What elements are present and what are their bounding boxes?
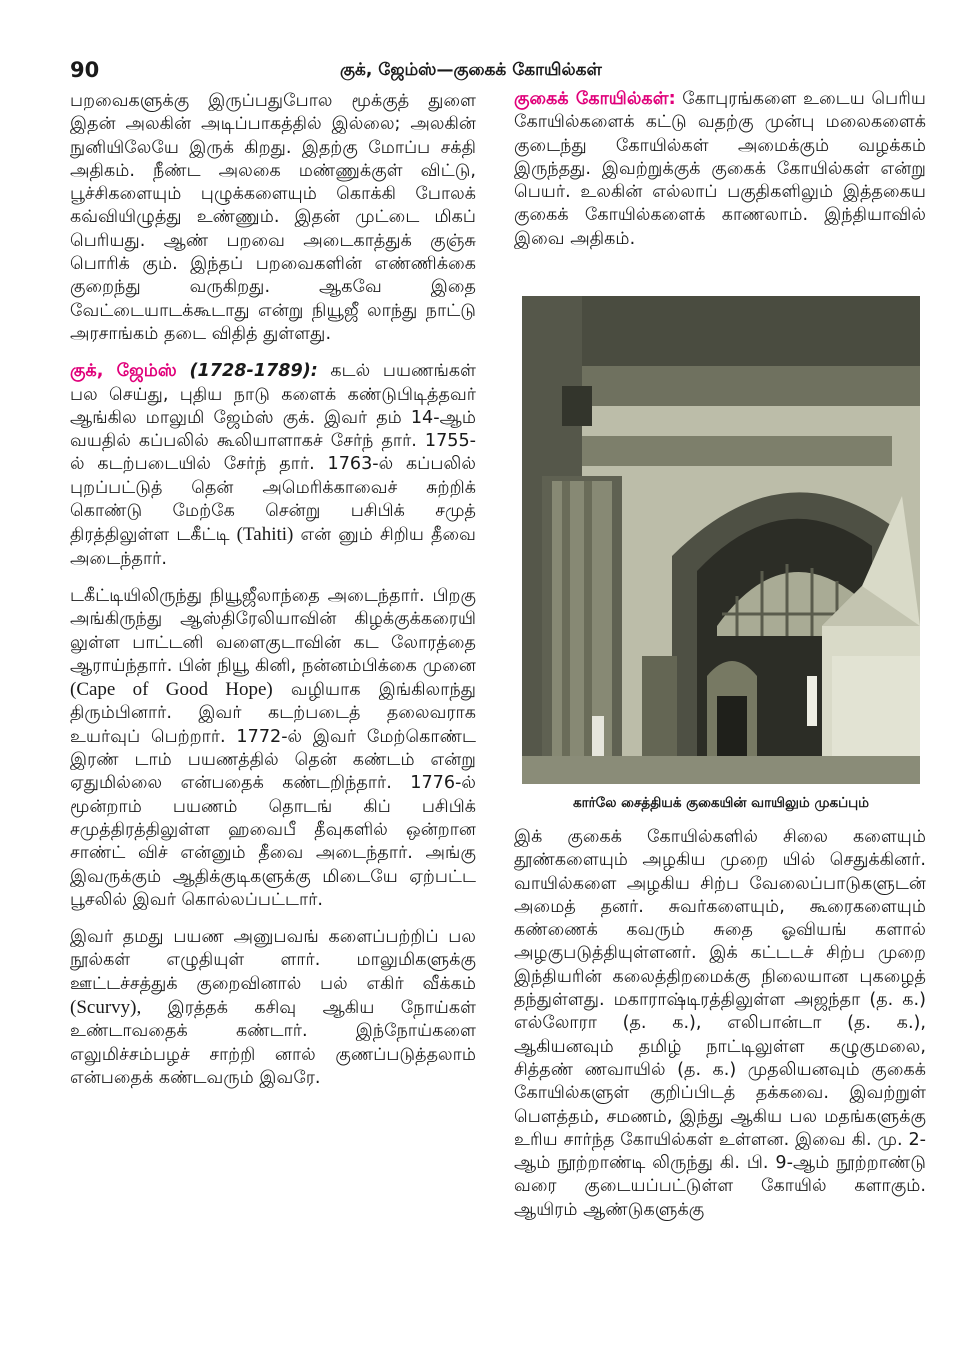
latin-term-cape: (Cape of Good Hope) [70, 679, 273, 701]
cook-text-b: என் னும் சிறிய தீவை அடைந்தார். [70, 525, 476, 569]
voyages-text-a: டகீட்டியிலிருந்து நியூஜீலாந்தை அடைந்தார். பிறகு அங்கிருந்து ஆஸ்திரேலியாவின் கிழக்குக்கரையி லுள்ள பாட்டனி வளைகுடாவின் கட லோரத்தை ஆராய்ந்தார். பின் நியூ கினி, நன்னம்பிக்கை முனை [70, 585, 476, 676]
cave-temples-entry [514, 88, 926, 251]
figure-caption: கார்லே சைத்தியக் குகையின் வாயிலும் முகப்பும் [572, 795, 870, 811]
cook-dates: (1728-1789): [189, 361, 318, 382]
scurvy-paragraph [70, 926, 476, 1090]
cook-entry [70, 360, 476, 571]
scurvy-text-b: இரத்தக் கசிவு ஆகிய நோய்கள் உண்டாவதைக் கண்டார். இந்நோய்களை எலுமிச்சம்பழச் சாற்றி னால் குணப்படுத்தலாம் என்பதைக் கண்டவரும் இவரே. [70, 997, 476, 1088]
karle-cave-photo [522, 296, 920, 784]
page-number: 90 [70, 58, 100, 82]
running-head: குக், ஜேம்ஸ்—குகைக் கோயில்கள் [340, 60, 602, 80]
kiwi-paragraph: பறவைகளுக்கு இருப்பதுபோல மூக்குத் துளை இதன் அலகின் அடிப்பாகத்தில் இல்லை; அலகின் நுனியிலேயே இருக் கிறது. இதற்கு மோப்ப சக்தி அதிகம். நீண்ட அலகை மண்ணுக்குள் விட்டு, பூச்சிகளையும் புழுக்களையும் கொக்கி போலக் கவ்வியிழுத்து உண்ணும். இதன் முட்டை மிகப் பெரியது. ஆண் பறவை அடைகாத்துக் குஞ்சு பொரிக் கும். இந்தப் பறவைகளின் எண்ணிக்கை குறைந்து வருகிறது. ஆகவே இதை வேட்டையாடக்கூடாது என்று நியூஜீ லாந்து நாட்டு அரசாங்கம் தடை விதித் துள்ளது. [70, 91, 476, 344]
right-column-top [514, 88, 926, 251]
cave-details-paragraph: இக் குகைக் கோயில்களில் சிலை களையும் தூண்களையும் அழகிய முறை யில் செதுக்கினர். வாயில்களை அழகிய சிற்ப வேலைப்பாடுகளுடன் அமைத் தனர். சுவர்களையும், கூரைகளையும் கண்ணைக் கவரும் சுதை ஓவியங் களால் அழகுபடுத்தியுள்ளனர். இக் கட்டடச் சிற்ப முறை இந்தியரின் கலைத்திறமைக்கு நிலையான புகழைத் தந்துள்ளது. மகாராஷ்டிரத்திலுள்ள அஜந்தா (த. க.) எல்லோரா (த. க.), எலிபான்டா (த. க.), ஆகியனவும் தமிழ் நாட்டிலுள்ள கழுகுமலை, சித்தண் ணவாயில் (த. க.) முதலியனவும் குகைக் கோயில்களுள் குறிப்பிடத் தக்கவை. இவற்றுள் பௌத்தம், சமணம், இந்து ஆகிய பல மதங்களுக்கு உரிய சார்ந்த கோயில்கள் உள்ளன. இவை கி. மு. 2-ஆம் நூற்றாண்டி லிருந்து கி. பி. 9-ஆம் நூற்றாண்டு வரை குடையப்பட்டுள்ள கோயில் களாகும். ஆயிரம் ஆண்டுகளுக்கு [514, 827, 926, 1220]
entry-heading-cave-temples: குகைக் கோயில்கள்: [514, 89, 676, 109]
entry-heading-cook: குக், ஜேம்ஸ் [70, 361, 177, 382]
latin-term-scurvy: (Scurvy), [70, 996, 142, 1018]
cook-text-a: கடல் பயணங்கள் பல செய்து, புதிய நாடு களைக் கண்டுபிடித்தவர் ஆங்கில மாலுமி ஜேம்ஸ் குக். இவர் தம் 14-ஆம் வயதில் கப்பலில் கூலியாளாகச் சேர்ந் தார். 1755-ல் கடற்படையில் சேர்ந் தார். 1763-ல் கப்பலில் புறப்பட்டுத் தென் அமெரிக்காவைச் சுற்றிக் கொண்டு மேற்கே சென்று பசிபிக் சமுத் திரத்திலுள்ள டகீட்டி [70, 361, 476, 546]
right-column-bottom [514, 826, 926, 1222]
voyages-paragraph [70, 585, 476, 912]
left-column [70, 90, 476, 1090]
cave-intro-text: கோபுரங்களை உடைய பெரிய கோயில்களைக் கட்டு வதற்கு முன்பு மலைகளைக் குடைந்து கோயில்கள் அமைக்கும் வழக்கம் இருந்தது. இவற்றுக்குக் குகைக் கோயில்கள் என்று பெயர். உலகின் எல்லாப் பகுதிகளிலும் இத்தகைய குகைக் கோயில்களைக் காணலாம். இந்தியாவில் இவை அதிகம். [514, 89, 926, 249]
latin-term-tahiti: (Tahiti) [236, 524, 294, 546]
scurvy-text-a: இவர் தமது பயண அனுபவங் களைப்பற்றிப் பல நூல்கள் எழுதியுள் ளார். மாலுமிகளுக்கு ஊட்டச்சத்துக் குறைவினால் பல் எகிர் வீக்கம் [70, 927, 476, 994]
voyages-text-b: வழியாக இங்கிலாந்து திரும்பினார். இவர் கடற்படைத் தலைவராக உயர்வுப் பெற்றார். 1772-ல் இவர் மேற்கொண்ட இரண் டாம் பயணத்தில் தென் கண்டம் என்று ஏதுமில்லை என்பதைக் கண்டறிந்தார். 1776-ல் மூன்றாம் பயணம் தொடங் கிப் பசிபிக் சமுத்திரத்திலுள்ள ஹவைபீ தீவுகளில் ஒன்றான சாண்ட் விச் என்னும் தீவை அடைந்தார். அங்கு இவருக்கும் ஆதிக்குடிகளுக்கு மிடையே ஏற்பட்ட பூசலில் இவர் கொல்லப்பட்டார். [70, 680, 476, 910]
